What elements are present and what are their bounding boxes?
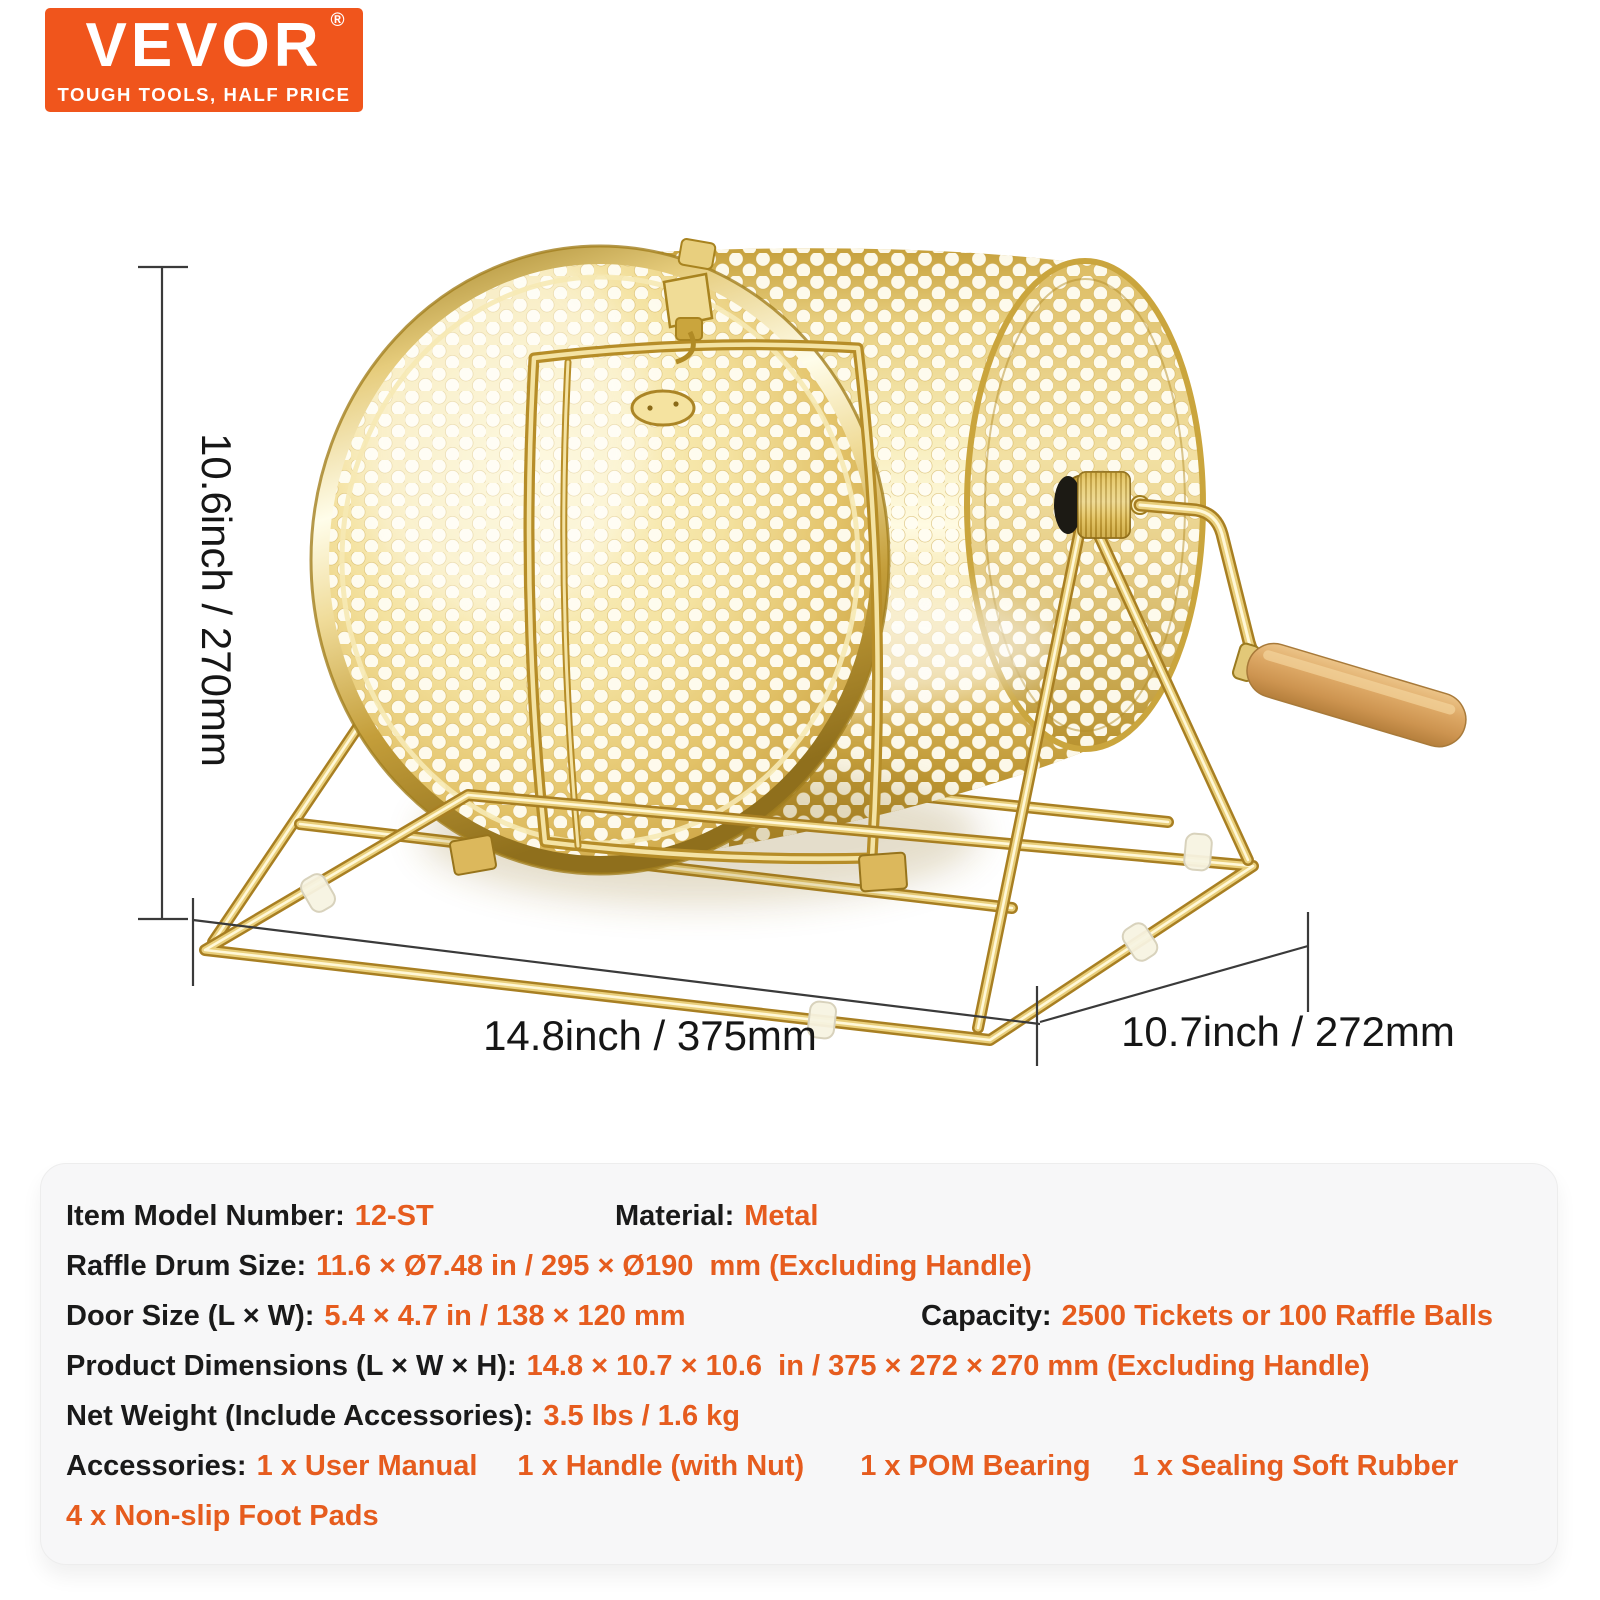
vevor-logo [45,8,363,112]
door-size-label: Door Size (L × W): [66,1300,315,1332]
brand-tagline: TOUGH TOOLS, HALF PRICE [57,83,351,105]
spec-row-product-dimensions [41,1341,1557,1391]
capacity-label: Capacity: [921,1300,1052,1332]
spec-panel [40,1163,1558,1565]
model-label: Item Model Number: [66,1200,345,1232]
length-dimension-line [193,920,1040,1024]
product-dimensions-value: 14.8 × 10.7 × 10.6 in / 375 × 272 × 270 mm (Excluding Handle) [526,1350,1370,1382]
brand-name [85,9,349,80]
net-weight-value: 3.5 lbs / 1.6 kg [543,1400,740,1432]
material-value: Metal [744,1200,819,1232]
drum-size-value: 11.6 × Ø7.48 in / 295 × Ø190 mm (Excluding Handle) [316,1250,1032,1282]
spec-row-model-material [41,1191,1557,1241]
spec-row-net-weight [41,1391,1557,1441]
material-label: Material: [615,1200,735,1232]
drum-size-label: Raffle Drum Size: [66,1250,307,1282]
door-size-value: 5.4 × 4.7 in / 138 × 120 mm [324,1300,686,1332]
accessories-label: Accessories: [66,1450,247,1482]
spec-row-drum-size [41,1241,1557,1291]
model-value: 12-ST [354,1200,434,1232]
spec-row-foot-pads [41,1491,1557,1541]
accessory-pom-bearing: 1 x POM Bearing [860,1450,1091,1482]
registered-mark: ® [330,9,349,31]
latch-tag [632,391,694,425]
accessory-handle: 1 x Handle (with Nut) [517,1450,805,1482]
depth-dimension-label: 10.7inch / 272mm [1121,1008,1455,1055]
height-dimension-label: 10.6inch / 270mm [193,433,240,767]
product-dimensions-label: Product Dimensions (L × W × H): [66,1350,517,1382]
capacity-value: 2500 Tickets or 100 Raffle Balls [1061,1300,1494,1332]
accessory-user-manual: 1 x User Manual [256,1450,478,1482]
brand-name-text: VEVOR [85,10,323,80]
accessory-sealing-rubber: 1 x Sealing Soft Rubber [1132,1450,1459,1482]
accessory-foot-pads: 4 x Non-slip Foot Pads [66,1500,379,1532]
net-weight-label: Net Weight (Include Accessories): [66,1400,534,1432]
length-dimension-label: 14.8inch / 375mm [483,1012,817,1059]
spec-row-accessories [41,1441,1557,1491]
spec-row-door-capacity [41,1291,1557,1341]
foot-pad [1183,833,1212,871]
